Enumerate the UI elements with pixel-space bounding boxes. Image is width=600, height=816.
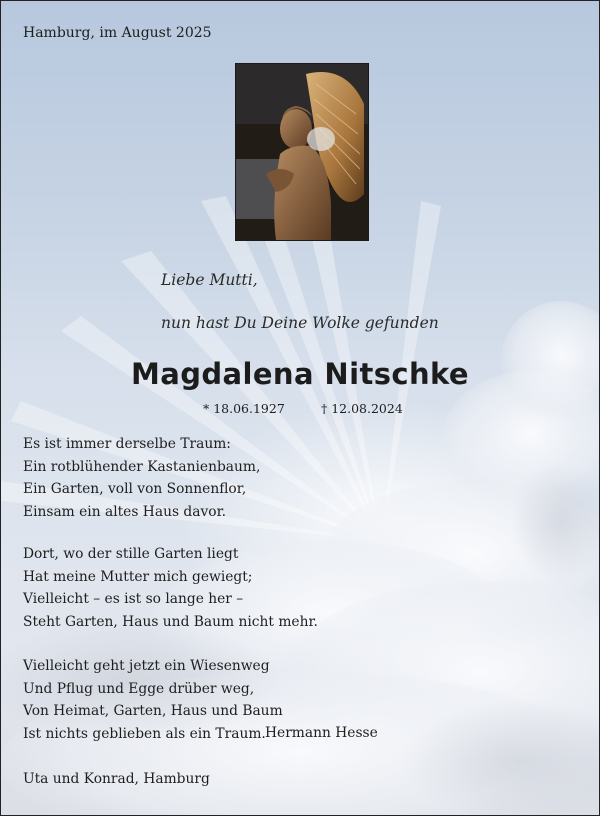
angel-statue-photo [235,63,369,241]
poem-line: Ein Garten, voll von Sonnenflor, [23,481,247,497]
poem-line: Ist nichts geblieben als ein Traum. [23,725,266,742]
poem-line: Hat meine Mutter mich gewiegt; [23,568,253,585]
angel-statue-icon [236,64,368,240]
intro-line-1: Liebe Mutti, [161,271,258,289]
poem-line: Es ist immer derselbe Traum: [23,436,231,452]
death-date: † 12.08.2024 [321,401,403,416]
poem-line: Von Heimat, Garten, Haus und Baum [23,703,283,719]
poem-line: Dort, wo der stille Garten liegt [23,546,239,562]
intro-line-2: nun hast Du Deine Wolke gefunden [161,314,439,332]
poem-line: Vielleicht geht jetzt ein Wiesenweg [23,658,270,674]
poem-line: Ein rotblühender Kastanienbaum, [23,458,261,475]
deceased-name: Magdalena Nitschke [131,357,469,391]
poem-stanza-1 [23,433,260,523]
poem-author: Hermann Hesse [265,725,378,741]
poem-line: Steht Garten, Haus und Baum nicht mehr. [23,613,318,630]
signature: Uta und Konrad, Hamburg [23,771,210,787]
poem-line: Vielleicht – es ist so lange her – [23,591,244,607]
poem-line: Einsam ein altes Haus davor. [23,503,227,520]
poem-stanza-2 [23,543,318,633]
place-date: Hamburg, im August 2025 [23,25,212,41]
birth-date: * 18.06.1927 [203,401,285,416]
poem-stanza-3 [23,655,283,745]
poem-line: Und Pflug und Egge drüber weg, [23,680,255,697]
